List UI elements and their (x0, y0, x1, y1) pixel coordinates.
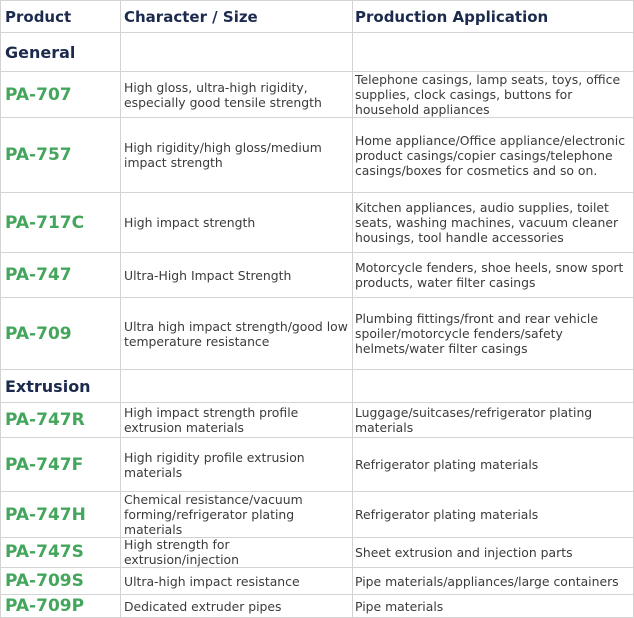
column-header-product: Product (5, 7, 72, 26)
product-code: PA-707 (5, 84, 72, 105)
product-cell (1, 403, 121, 438)
application-cell (353, 298, 634, 370)
product-code: PA-747R (5, 410, 85, 430)
product-code: PA-757 (5, 145, 72, 165)
character-text: High impact strength (124, 215, 256, 230)
empty-cell (353, 33, 634, 72)
product-cell (1, 595, 121, 618)
character-cell (121, 253, 353, 298)
character-cell (121, 568, 353, 595)
product-code: PA-747F (5, 454, 84, 475)
section-row-extrusion (1, 370, 634, 403)
product-cell (1, 118, 121, 193)
character-text: High gloss, ultra-high rigidity, especially good tensile strength (124, 79, 322, 110)
product-row (1, 193, 634, 253)
product-code: PA-717C (5, 212, 85, 233)
product-code: PA-709P (5, 596, 85, 616)
product-code: PA-709S (5, 571, 84, 591)
application-text: Refrigerator plating materials (355, 507, 539, 522)
product-row (1, 403, 634, 438)
section-title: General (5, 42, 76, 62)
application-cell (353, 595, 634, 618)
application-text: Kitchen appliances, audio supplies, toilet seats, washing machines, vacuum cleaner housings, tool handle accessories (355, 200, 619, 245)
application-text: Sheet extrusion and injection parts (355, 544, 573, 560)
empty-cell (121, 370, 353, 403)
product-row (1, 492, 634, 537)
column-header-product-cell (1, 1, 121, 33)
character-cell (121, 298, 353, 370)
application-text: Luggage/suitcases/refrigerator plating materials (355, 405, 593, 435)
character-cell (121, 118, 353, 193)
product-code: PA-709 (5, 323, 72, 344)
column-header-application: Production Application (355, 7, 549, 26)
column-header-character: Character / Size (124, 7, 258, 26)
application-text: Telephone casings, lamp seats, toys, office supplies, clock casings, buttons for household appliances (355, 72, 621, 117)
table-header-row (1, 1, 634, 33)
empty-cell (121, 33, 353, 72)
character-text: High rigidity/high gloss/medium impact strength (124, 140, 322, 170)
product-cell (1, 193, 121, 253)
product-code: PA-747H (5, 504, 86, 525)
product-cell (1, 72, 121, 118)
character-text: Ultra-High Impact Strength (124, 267, 292, 283)
character-cell (121, 403, 353, 438)
application-text: Home appliance/Office appliance/electronic product casings/copier casings/telephone casings/boxes for cosmetics and so on. (355, 132, 626, 178)
product-row (1, 118, 634, 193)
product-row (1, 568, 634, 595)
character-cell (121, 193, 353, 253)
application-cell (353, 403, 634, 438)
product-row (1, 253, 634, 298)
application-cell (353, 193, 634, 253)
product-code: PA-747 (5, 265, 72, 285)
character-text: High rigidity profile extrusion materials (124, 449, 305, 480)
character-text: Ultra-high impact resistance (124, 573, 300, 589)
character-text: High impact strength profile extrusion materials (124, 405, 299, 435)
column-header-character-cell (121, 1, 353, 33)
section-row-general (1, 33, 634, 72)
section-title-cell (1, 370, 121, 403)
application-cell (353, 72, 634, 118)
application-cell (353, 568, 634, 595)
application-cell (353, 253, 634, 298)
product-row (1, 438, 634, 492)
application-text: Refrigerator plating materials (355, 457, 539, 472)
application-text: Pipe materials (355, 598, 444, 614)
application-cell (353, 537, 634, 568)
column-header-application-cell (353, 1, 634, 33)
product-cell (1, 438, 121, 492)
application-text: Plumbing fittings/front and rear vehicle spoiler/motorcycle fenders/safety helmets/water filter casings (355, 311, 598, 356)
product-row (1, 595, 634, 618)
character-cell (121, 438, 353, 492)
application-cell (353, 492, 634, 538)
section-title-cell (1, 33, 121, 72)
application-cell (353, 118, 634, 193)
product-row (1, 72, 634, 118)
product-cell (1, 537, 121, 568)
character-text: Ultra high impact strength/good low temperature resistance (124, 318, 348, 349)
application-text: Motorcycle fenders, shoe heels, snow sport products, water filter casings (355, 260, 624, 290)
empty-cell (353, 370, 634, 403)
character-cell (121, 492, 353, 538)
product-row (1, 537, 634, 568)
product-cell (1, 492, 121, 538)
product-row (1, 298, 634, 370)
application-text: Pipe materials/appliances/large containers (355, 573, 619, 589)
application-cell (353, 438, 634, 492)
product-code: PA-747S (5, 542, 84, 562)
product-cell (1, 568, 121, 595)
character-text: High strength for extrusion/injection (124, 537, 239, 567)
product-cell (1, 298, 121, 370)
character-cell (121, 537, 353, 568)
section-title: Extrusion (5, 376, 91, 396)
character-cell (121, 72, 353, 118)
character-cell (121, 595, 353, 618)
product-cell (1, 253, 121, 298)
character-text: Chemical resistance/vacuum forming/refrigerator plating materials (124, 492, 303, 537)
character-text: Dedicated extruder pipes (124, 598, 282, 614)
